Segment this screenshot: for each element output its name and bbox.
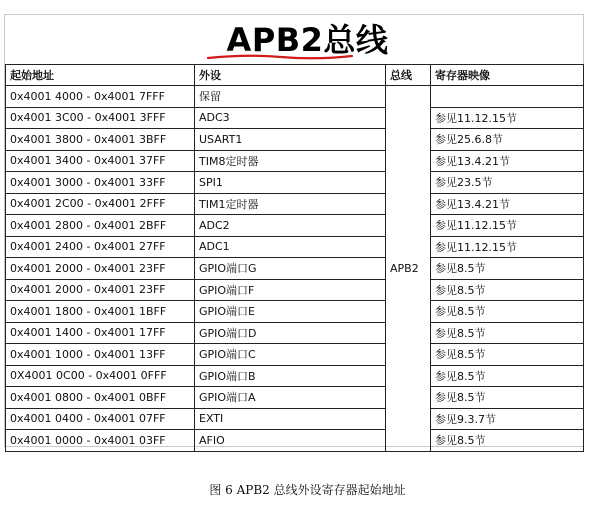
header-bus: 总线 [386,65,431,86]
header-peripheral: 外设 [195,65,386,86]
register-map-cell: 参见8.5节 [431,344,584,366]
register-map-cell: 参见11.12.15节 [431,215,584,237]
peripheral-cell: TIM8定时器 [195,150,386,172]
register-map-cell: 参见8.5节 [431,365,584,387]
peripheral-cell: ADC3 [195,107,386,129]
address-cell: 0x4001 3800 - 0x4001 3BFF [6,129,195,151]
figure-title: APB2总线 [226,21,389,59]
register-map-cell: 参见8.5节 [431,301,584,323]
register-map-cell: 参见13.4.21节 [431,193,584,215]
peripheral-cell: ADC1 [195,236,386,258]
header-register-map: 寄存器映像 [431,65,584,86]
table-row [6,150,584,172]
register-map-cell: 参见11.12.15节 [431,107,584,129]
peripheral-cell: TIM1定时器 [195,193,386,215]
peripheral-cell: GPIO端口A [195,387,386,409]
table-row [6,86,584,108]
table-row [6,172,584,194]
table-row [6,408,584,430]
register-map-cell [431,86,584,108]
address-cell: 0x4001 1400 - 0x4001 17FF [6,322,195,344]
register-map-cell: 参见23.5节 [431,172,584,194]
peripheral-cell: ADC2 [195,215,386,237]
table-row [6,344,584,366]
table-row [6,322,584,344]
address-cell: 0x4001 4000 - 0x4001 7FFF [6,86,195,108]
table-row [6,215,584,237]
table-row [6,193,584,215]
register-map-cell: 参见8.5节 [431,322,584,344]
address-cell: 0x4001 2C00 - 0x4001 2FFF [6,193,195,215]
table-row [6,387,584,409]
table-header-row [6,65,584,86]
address-cell: 0x4001 0800 - 0x4001 0BFF [6,387,195,409]
address-cell: 0x4001 3000 - 0x4001 33FF [6,172,195,194]
register-map-cell: 参见11.12.15节 [431,236,584,258]
peripheral-cell: AFIO [195,430,386,452]
peripheral-cell: 保留 [195,86,386,108]
register-map-cell: 参见25.6.8节 [431,129,584,151]
header-start-address: 起始地址 [6,65,195,86]
address-cell: 0x4001 3C00 - 0x4001 3FFF [6,107,195,129]
address-cell: 0X4001 0C00 - 0x4001 0FFF [6,365,195,387]
peripheral-cell: EXTI [195,408,386,430]
table-row [6,129,584,151]
address-cell: 0x4001 1000 - 0x4001 13FF [6,344,195,366]
table-row [6,430,584,452]
address-cell: 0x4001 2800 - 0x4001 2BFF [6,215,195,237]
register-table [5,64,584,452]
register-map-cell: 参见8.5节 [431,279,584,301]
address-cell: 0x4001 1800 - 0x4001 1BFF [6,301,195,323]
bus-cell: APB2 [386,86,431,452]
peripheral-cell: SPI1 [195,172,386,194]
register-map-cell: 参见8.5节 [431,387,584,409]
peripheral-cell: GPIO端口D [195,322,386,344]
table-row [6,258,584,280]
peripheral-cell: USART1 [195,129,386,151]
table-row [6,301,584,323]
peripheral-cell: GPIO端口C [195,344,386,366]
address-cell: 0x4001 2000 - 0x4001 23FF [6,279,195,301]
peripheral-cell: GPIO端口G [195,258,386,280]
register-map-cell: 参见8.5节 [431,258,584,280]
title-underline-decoration [206,52,356,62]
register-map-cell: 参见13.4.21节 [431,150,584,172]
table-row [6,236,584,258]
address-cell: 0x4001 3400 - 0x4001 37FF [6,150,195,172]
table-row [6,365,584,387]
register-map-cell: 参见9.3.7节 [431,408,584,430]
address-cell: 0x4001 2000 - 0x4001 23FF [6,258,195,280]
peripheral-cell: GPIO端口F [195,279,386,301]
table-row [6,107,584,129]
peripheral-cell: GPIO端口B [195,365,386,387]
peripheral-cell: GPIO端口E [195,301,386,323]
address-cell: 0x4001 0400 - 0x4001 07FF [6,408,195,430]
table-row [6,279,584,301]
figure-caption: 图 6 APB2 总线外设寄存器起始地址 [209,483,406,497]
register-map-cell: 参见8.5节 [431,430,584,452]
address-cell: 0x4001 0000 - 0x4001 03FF [6,430,195,452]
address-cell: 0x4001 2400 - 0x4001 27FF [6,236,195,258]
